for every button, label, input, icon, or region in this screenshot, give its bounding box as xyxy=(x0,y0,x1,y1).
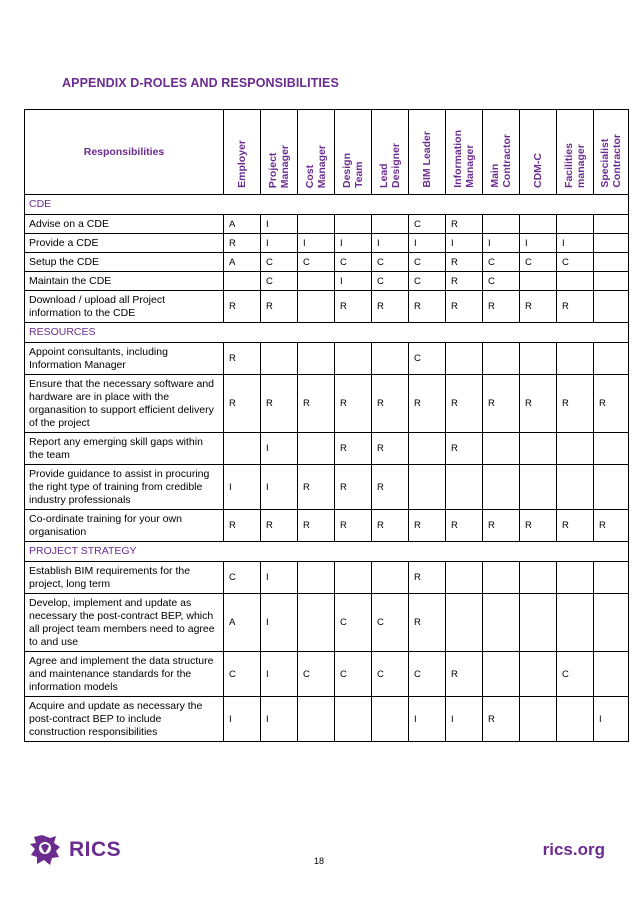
role-cell: C xyxy=(261,272,298,291)
rics-logo-text: RICS xyxy=(69,838,122,861)
role-cell xyxy=(557,465,594,510)
column-header-line: Manager xyxy=(464,144,476,188)
role-cell: I xyxy=(261,652,298,697)
role-cell: I xyxy=(372,234,409,253)
role-cell xyxy=(298,697,335,742)
column-header-line: Lead xyxy=(378,163,390,188)
role-cell xyxy=(594,215,629,234)
role-cell xyxy=(594,234,629,253)
role-cell: R xyxy=(261,291,298,323)
role-cell: R xyxy=(446,433,483,465)
role-cell: I xyxy=(335,234,372,253)
role-cell: R xyxy=(446,272,483,291)
role-cell: I xyxy=(446,697,483,742)
column-header-label xyxy=(452,130,476,188)
column-header-label xyxy=(421,131,433,188)
column-header xyxy=(409,110,446,195)
column-header xyxy=(520,110,557,195)
role-cell: C xyxy=(409,343,446,375)
column-header-label xyxy=(341,153,365,188)
responsibility-label: Advise on a CDE xyxy=(25,215,224,234)
table-row xyxy=(25,253,629,272)
role-cell: I xyxy=(409,697,446,742)
role-cell xyxy=(261,343,298,375)
role-cell: R xyxy=(409,562,446,594)
role-cell xyxy=(446,562,483,594)
role-cell: C xyxy=(335,594,372,652)
role-cell xyxy=(557,562,594,594)
column-header-line: Contractor xyxy=(501,134,513,188)
responsibility-label: Establish BIM requirements for the project, long term xyxy=(25,562,224,594)
responsibilities-table xyxy=(24,109,629,742)
role-cell: R xyxy=(335,375,372,433)
role-cell xyxy=(520,272,557,291)
column-header-line: Team xyxy=(353,161,365,188)
column-header xyxy=(372,110,409,195)
column-header-line: Employer xyxy=(236,140,248,188)
role-cell: A xyxy=(224,253,261,272)
role-cell: I xyxy=(335,272,372,291)
role-cell xyxy=(298,562,335,594)
role-cell: R xyxy=(298,465,335,510)
role-cell: A xyxy=(224,594,261,652)
role-cell: R xyxy=(261,375,298,433)
role-cell: C xyxy=(409,652,446,697)
role-cell xyxy=(372,215,409,234)
role-cell: C xyxy=(335,253,372,272)
role-cell: R xyxy=(520,510,557,542)
role-cell xyxy=(372,562,409,594)
column-header-line: Manager xyxy=(316,144,328,188)
role-cell: R xyxy=(483,510,520,542)
role-cell: R xyxy=(409,594,446,652)
role-cell: I xyxy=(557,234,594,253)
role-cell: R xyxy=(224,343,261,375)
role-cell xyxy=(520,215,557,234)
role-cell: R xyxy=(409,510,446,542)
role-cell: R xyxy=(372,510,409,542)
role-cell: R xyxy=(298,375,335,433)
role-cell: R xyxy=(483,291,520,323)
role-cell xyxy=(483,343,520,375)
role-cell: C xyxy=(520,253,557,272)
website-link[interactable]: rics.org xyxy=(542,840,605,859)
column-header-label xyxy=(489,134,513,188)
role-cell: C xyxy=(409,253,446,272)
role-cell xyxy=(520,465,557,510)
column-header-label xyxy=(304,145,328,188)
role-cell xyxy=(335,215,372,234)
section-title: RESOURCES xyxy=(25,323,629,343)
responsibility-label: Ensure that the necessary software and hardware are in place with the organasition to support efficient delivery of the project xyxy=(25,375,224,433)
role-cell: R xyxy=(520,375,557,433)
responsibility-label: Develop, implement and update as necessary the post-contract BEP, which all project team members need to agree to and use xyxy=(25,594,224,652)
role-cell xyxy=(483,594,520,652)
role-cell: R xyxy=(372,433,409,465)
role-cell xyxy=(594,253,629,272)
role-cell xyxy=(224,433,261,465)
role-cell: C xyxy=(409,215,446,234)
column-header-label xyxy=(378,143,402,188)
role-cell: I xyxy=(261,215,298,234)
column-header xyxy=(261,110,298,195)
role-cell: I xyxy=(261,697,298,742)
role-cell: R xyxy=(446,652,483,697)
role-cell: C xyxy=(224,652,261,697)
role-cell: I xyxy=(298,234,335,253)
column-header-line: Contractor xyxy=(611,134,623,188)
responsibility-label: Agree and implement the data structure and maintenance standards for the information models xyxy=(25,652,224,697)
role-cell: R xyxy=(446,253,483,272)
role-cell xyxy=(520,697,557,742)
role-cell: C xyxy=(372,652,409,697)
role-cell xyxy=(594,272,629,291)
column-header xyxy=(594,110,629,195)
role-cell: R xyxy=(446,375,483,433)
responsibility-label: Acquire and update as necessary the post-contract BEP to include construction responsibilities xyxy=(25,697,224,742)
role-cell xyxy=(520,594,557,652)
column-header-label xyxy=(267,145,291,188)
column-header-label xyxy=(532,153,544,188)
column-header-line: CDM-C xyxy=(532,153,544,188)
role-cell: R xyxy=(372,465,409,510)
role-cell: R xyxy=(372,291,409,323)
role-cell: I xyxy=(261,433,298,465)
role-cell: C xyxy=(483,253,520,272)
role-cell: I xyxy=(261,594,298,652)
column-header-line: Project xyxy=(267,152,279,188)
column-header-line: BIM Leader xyxy=(421,131,433,188)
table-row xyxy=(25,510,629,542)
role-cell: C xyxy=(335,652,372,697)
column-header xyxy=(557,110,594,195)
responsibility-label: Download / upload all Project information to the CDE xyxy=(25,291,224,323)
column-header xyxy=(224,110,261,195)
role-cell xyxy=(483,433,520,465)
role-cell: C xyxy=(372,272,409,291)
table-row xyxy=(25,652,629,697)
responsibility-label: Provide guidance to assist in procuring the right type of training from credible industry professionals xyxy=(25,465,224,510)
role-cell: I xyxy=(594,697,629,742)
role-cell: C xyxy=(557,253,594,272)
section-title: PROJECT STRATEGY xyxy=(25,542,629,562)
role-cell xyxy=(557,343,594,375)
role-cell xyxy=(594,594,629,652)
table-header-row xyxy=(25,110,629,195)
section-row xyxy=(25,195,629,215)
role-cell: C xyxy=(261,253,298,272)
role-cell xyxy=(298,272,335,291)
role-cell xyxy=(594,433,629,465)
role-cell xyxy=(594,562,629,594)
column-header-line: Specialist xyxy=(599,138,611,188)
role-cell: R xyxy=(557,375,594,433)
role-cell xyxy=(557,594,594,652)
role-cell xyxy=(372,697,409,742)
table-row xyxy=(25,234,629,253)
role-cell xyxy=(335,562,372,594)
section-row xyxy=(25,542,629,562)
role-cell xyxy=(335,343,372,375)
column-header xyxy=(335,110,372,195)
role-cell: R xyxy=(335,510,372,542)
role-cell: C xyxy=(372,594,409,652)
column-header-line: Designer xyxy=(390,143,402,188)
responsibility-label: Report any emerging skill gaps within the team xyxy=(25,433,224,465)
role-cell: R xyxy=(224,375,261,433)
role-cell: R xyxy=(594,510,629,542)
responsibility-label: Maintain the CDE xyxy=(25,272,224,291)
section-row xyxy=(25,323,629,343)
role-cell xyxy=(594,652,629,697)
role-cell xyxy=(298,433,335,465)
table-row xyxy=(25,562,629,594)
column-header-label xyxy=(236,140,248,188)
column-header-line: Cost xyxy=(304,164,316,188)
role-cell: C xyxy=(409,272,446,291)
role-cell: I xyxy=(483,234,520,253)
role-cell: I xyxy=(261,562,298,594)
role-cell xyxy=(298,215,335,234)
responsibility-label: Setup the CDE xyxy=(25,253,224,272)
role-cell xyxy=(483,215,520,234)
role-cell: R xyxy=(335,465,372,510)
role-cell: I xyxy=(520,234,557,253)
role-cell xyxy=(298,343,335,375)
role-cell xyxy=(483,465,520,510)
role-cell xyxy=(446,594,483,652)
table-row xyxy=(25,465,629,510)
role-cell: C xyxy=(298,652,335,697)
role-cell xyxy=(298,594,335,652)
role-cell xyxy=(520,343,557,375)
table-row xyxy=(25,433,629,465)
role-cell: R xyxy=(298,510,335,542)
role-cell xyxy=(224,272,261,291)
role-cell xyxy=(446,343,483,375)
role-cell xyxy=(520,433,557,465)
role-cell: I xyxy=(224,697,261,742)
role-cell xyxy=(594,343,629,375)
role-cell: A xyxy=(224,215,261,234)
column-header-line: Facilities xyxy=(563,143,575,188)
role-cell: R xyxy=(224,291,261,323)
column-header-line: Main xyxy=(489,164,501,188)
role-cell: C xyxy=(557,652,594,697)
role-cell: R xyxy=(446,215,483,234)
role-cell: R xyxy=(335,433,372,465)
table-row xyxy=(25,375,629,433)
role-cell: R xyxy=(372,375,409,433)
role-cell: R xyxy=(557,291,594,323)
page-title: APPENDIX D-ROLES AND RESPONSIBILITIES xyxy=(62,76,339,90)
table-row xyxy=(25,291,629,323)
column-header-label xyxy=(599,134,623,188)
role-cell xyxy=(372,343,409,375)
column-header-line: Manager xyxy=(279,144,291,188)
role-cell: R xyxy=(483,375,520,433)
role-cell xyxy=(298,291,335,323)
role-cell: R xyxy=(261,510,298,542)
role-cell: R xyxy=(594,375,629,433)
role-cell: R xyxy=(409,375,446,433)
page-number: 18 xyxy=(313,856,324,866)
column-header xyxy=(446,110,483,195)
role-cell xyxy=(409,433,446,465)
role-cell xyxy=(520,562,557,594)
role-cell: C xyxy=(372,253,409,272)
column-header-label xyxy=(563,143,587,188)
role-cell: C xyxy=(483,272,520,291)
role-cell xyxy=(557,697,594,742)
role-cell: C xyxy=(224,562,261,594)
role-cell: C xyxy=(298,253,335,272)
role-cell: R xyxy=(483,697,520,742)
role-cell: I xyxy=(261,465,298,510)
column-header xyxy=(298,110,335,195)
role-cell: I xyxy=(446,234,483,253)
responsibility-label: Co-ordinate training for your own organisation xyxy=(25,510,224,542)
role-cell: R xyxy=(446,291,483,323)
column-header xyxy=(483,110,520,195)
role-cell: R xyxy=(557,510,594,542)
role-cell: R xyxy=(224,510,261,542)
role-cell: R xyxy=(409,291,446,323)
table-row xyxy=(25,272,629,291)
table-row xyxy=(25,594,629,652)
column-header-line: manager xyxy=(575,144,587,188)
responsibility-label: Appoint consultants, including Information Manager xyxy=(25,343,224,375)
role-cell: I xyxy=(224,465,261,510)
responsibilities-header: Responsibilities xyxy=(25,110,224,195)
role-cell xyxy=(483,652,520,697)
role-cell xyxy=(483,562,520,594)
role-cell xyxy=(520,652,557,697)
role-cell xyxy=(594,465,629,510)
table-row xyxy=(25,343,629,375)
column-header-line: Design xyxy=(341,152,353,188)
column-header-line: Information xyxy=(452,130,464,188)
section-title: CDE xyxy=(25,195,629,215)
role-cell xyxy=(557,215,594,234)
table-row xyxy=(25,697,629,742)
role-cell: I xyxy=(409,234,446,253)
role-cell: R xyxy=(335,291,372,323)
role-cell xyxy=(335,697,372,742)
role-cell xyxy=(594,291,629,323)
role-cell xyxy=(557,433,594,465)
role-cell: I xyxy=(261,234,298,253)
role-cell: R xyxy=(446,510,483,542)
role-cell xyxy=(557,272,594,291)
table-row xyxy=(25,215,629,234)
role-cell: R xyxy=(224,234,261,253)
role-cell xyxy=(409,465,446,510)
role-cell xyxy=(446,465,483,510)
role-cell: R xyxy=(520,291,557,323)
responsibility-label: Provide a CDE xyxy=(25,234,224,253)
